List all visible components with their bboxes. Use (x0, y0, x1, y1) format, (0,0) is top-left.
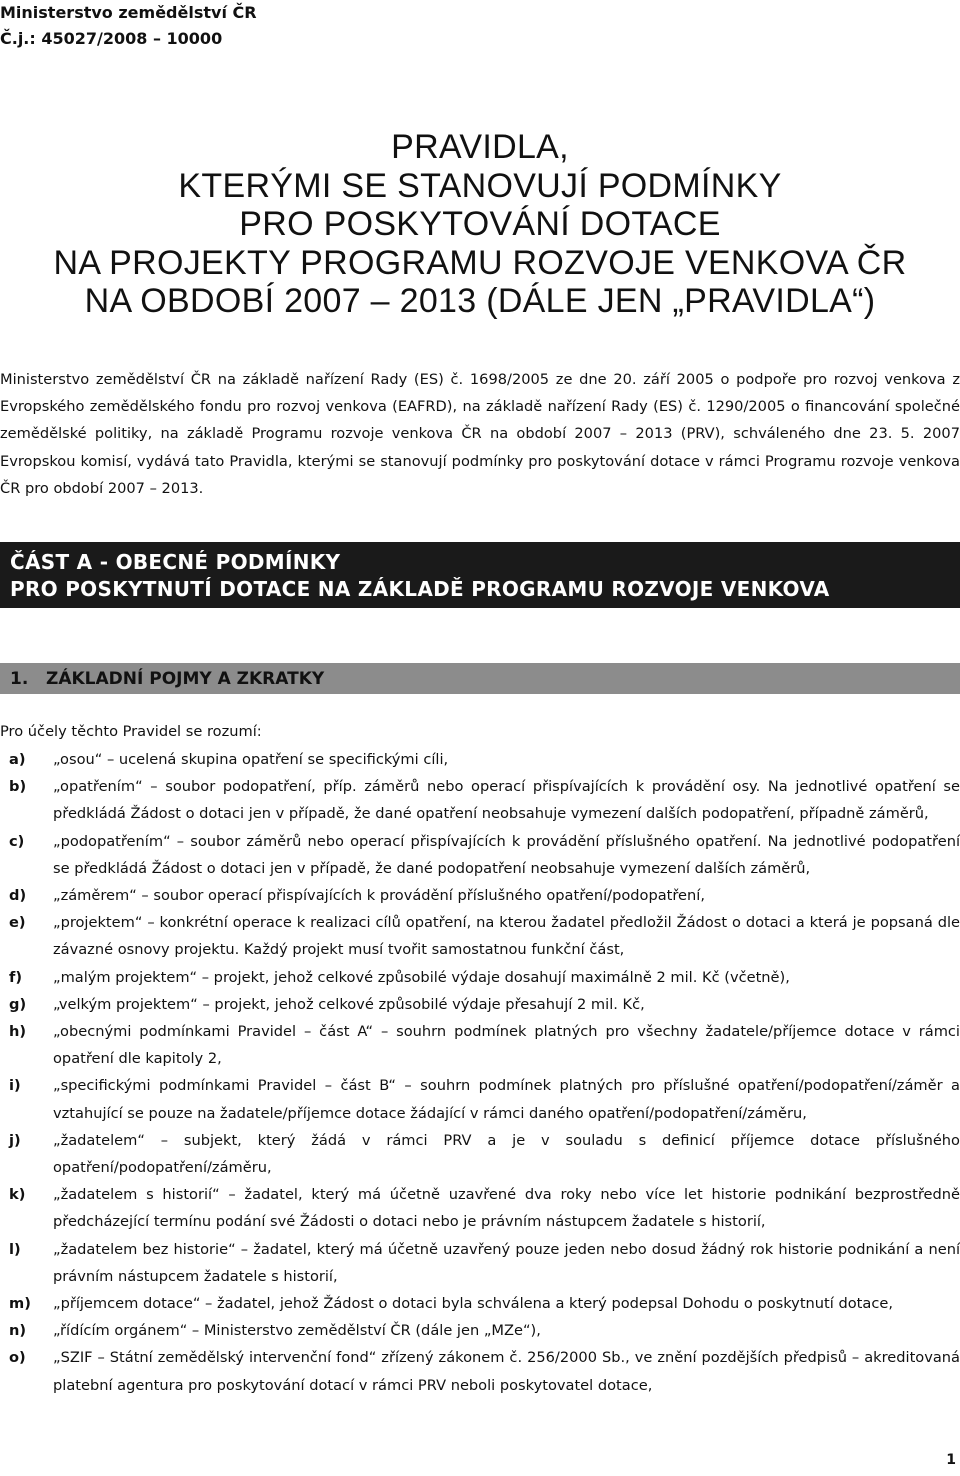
item-text: – souhrn podmínek platných pro příslušné opatření/podopatření/záměr a vztahující se pouze na žadatele/příjemce dotace žádající v rámci daného opatření/podopatření/záměru, (53, 1077, 960, 1122)
item-term: „ SZIF – Státní zemědělský intervenční fond “ (53, 1349, 376, 1366)
list-item (0, 1127, 960, 1181)
item-term: „ podopatřením “ (53, 833, 171, 850)
item-term: „ žadatelem “ (53, 1132, 145, 1149)
list-item (0, 1290, 960, 1317)
title-line: NA PROJEKTY PROGRAMU ROZVOJE VENKOVA ČR (53, 243, 907, 282)
list-item (0, 991, 960, 1018)
item-text: – žadatel, který má účetně uzavřený pouze jeden nebo dosud žádný rok historie podnikání a není právním nástupcem žadatele s historií, (53, 1240, 960, 1285)
item-text: – žadatel, který má účetně uzavřené dva roky nebo více let historie podnikání bezprostředně předcházející termínu podání své Žádosti o dotaci nebo je právním nástupcem žadatele s historií, (53, 1186, 960, 1231)
ministry-header: Ministerstvo zemědělství ČR (0, 3, 257, 22)
document-title (0, 128, 960, 321)
item-text: – soubor operací přispívajících k provádění příslušného opatření/podopatření, (136, 887, 705, 905)
item-letter: f) (9, 968, 23, 986)
item-letter: i) (9, 1077, 21, 1095)
item-text: – soubor záměrů nebo operací přispívajících k provádění příslušného opatření. Na jednotlivé podopatření se předkládá Žádost o dotaci jen v případě, že dané podopatření neobsahuje vymezení dalších záměrů, (53, 832, 960, 877)
item-term: „ projektem “ (53, 914, 142, 931)
title-line: KTERÝMI SE STANOVUJÍ PODMÍNKY (178, 166, 782, 205)
list-item (0, 964, 960, 991)
list-item (0, 1344, 960, 1398)
part-heading-line: PRO POSKYTNUTÍ DOTACE NA ZÁKLADĚ PROGRAMU ROZVOJE VENKOVA (10, 577, 830, 601)
item-letter: b) (9, 778, 27, 796)
reference-number: Č.j.: 45027/2008 – 10000 (0, 29, 223, 48)
page-number: 1 (946, 1452, 956, 1468)
list-item (0, 1181, 960, 1235)
lead-text: Pro účely těchto Pravidel se rozumí: (0, 723, 262, 740)
item-text: – žadatel, jehož Žádost o dotaci byla schválena a který podepsal Dohodu o poskytnutí dotace, (200, 1295, 893, 1313)
item-term: „ žadatelem s historií “ (53, 1186, 220, 1203)
title-line: PRAVIDLA, (391, 128, 569, 166)
section-title: ZÁKLADNÍ POJMY A ZKRATKY (46, 669, 325, 689)
section-heading (0, 663, 960, 694)
list-item (0, 909, 960, 963)
list-item (0, 1236, 960, 1290)
item-term: „ velkým projektem “ (53, 996, 198, 1013)
item-letter: l) (9, 1240, 21, 1258)
item-letter: g) (9, 995, 27, 1013)
list-item (0, 882, 960, 909)
item-letter: m) (9, 1295, 31, 1313)
item-term: „ příjemcem dotace “ (53, 1295, 200, 1312)
part-heading-line: ČÁST A - OBECNÉ PODMÍNKY (10, 550, 341, 574)
item-term: „ opatřením “ (53, 778, 143, 795)
item-letter: d) (9, 887, 27, 905)
item-letter: j) (9, 1131, 21, 1149)
title-line: NA OBDOBÍ 2007 – 2013 (DÁLE JEN „PRAVIDLA“) (84, 282, 876, 320)
intro-paragraph: Ministerstvo zemědělství ČR na základě nařízení Rady (ES) č. 1698/2005 ze dne 20. září 2005 o podpoře pro rozvoj venkova z Evropského zemědělského fondu pro rozvoj venkova (EAFRD), na základě nařízení Rady (ES) č. 1290/2005 o financování společné zemědělské politiky, na základě Programu rozvoje venkova ČR na období 2007 – 2013 (PRV), schváleného dne 23. 5. 2007 Evropskou komisí, vydává tato Pravidla, kterými se stanovují podmínky pro poskytování dotace v rámci Programu rozvoje venkova ČR pro období 2007 – 2013. (0, 371, 960, 497)
item-term: „ záměrem “ (53, 887, 137, 904)
list-item (0, 746, 960, 773)
item-letter: h) (9, 1023, 27, 1041)
list-item (0, 1072, 960, 1126)
item-text: – Ministerstvo zemědělství ČR (dále jen „MZe“), (187, 1322, 541, 1340)
item-term: „ specifickými podmínkami Pravidel – část B “ (53, 1077, 396, 1094)
item-term: „ malým projektem “ (53, 969, 197, 986)
item-text: – souhrn podmínek platných pro všechny žadatele/příjemce dotace v rámci opatření dle kapitoly 2, (53, 1023, 960, 1068)
list-item (0, 773, 960, 827)
item-text: – projekt, jehož celkové způsobilé výdaje dosahují maximálně 2 mil. Kč (včetně), (197, 968, 790, 986)
item-letter: o) (9, 1349, 26, 1367)
list-item (0, 1317, 960, 1344)
item-term: „ osou “ (53, 751, 102, 768)
item-letter: a) (9, 751, 26, 768)
part-a-heading (0, 542, 960, 608)
item-letter: k) (9, 1186, 26, 1204)
definitions-list (0, 746, 960, 1399)
item-text: – subjekt, který žádá v rámci PRV a je v souladu s definicí příjemce dotace příslušného opatření/podopatření/záměru, (53, 1131, 960, 1177)
item-letter: c) (9, 832, 25, 850)
list-item (0, 828, 960, 882)
section-number: 1. (10, 669, 29, 689)
item-text: – soubor podopatření, příp. záměrů nebo operací přispívajících k provádění osy. Na jednotlivé opatření se předkládá Žádost o dotaci jen v případě, že dané opatření neobsahuje vymezení dalších podopatření, případně záměrů, (53, 778, 960, 823)
item-letter: n) (9, 1322, 27, 1340)
item-term: „ obecnými podmínkami Pravidel – část A “ (53, 1023, 373, 1040)
item-term: „ žadatelem bez historie “ (53, 1241, 236, 1258)
title-line: PRO POSKYTOVÁNÍ DOTACE (239, 205, 721, 243)
item-letter: e) (9, 914, 26, 932)
item-term: „ řídícím orgánem “ (53, 1322, 187, 1339)
item-text: – konkrétní operace k realizaci cílů opatření, na kterou žadatel předložil Žádost o dotaci a která je popsaná dle závazné osnovy projektu. Každý projekt musí tvořit samostatnou funkční část, (53, 914, 960, 959)
item-text: – projekt, jehož celkové způsobilé výdaje přesahují 2 mil. Kč, (197, 995, 645, 1013)
item-text: zřízený zákonem č. 256/2000 Sb., ve znění pozdějších předpisů – akreditovaná platební agentura pro poskytování dotací v rámci PRV neboli poskytovatel dotace, (53, 1349, 960, 1394)
list-item (0, 1018, 960, 1072)
item-text: – ucelená skupina opatření se specifickými cíli, (102, 751, 449, 768)
